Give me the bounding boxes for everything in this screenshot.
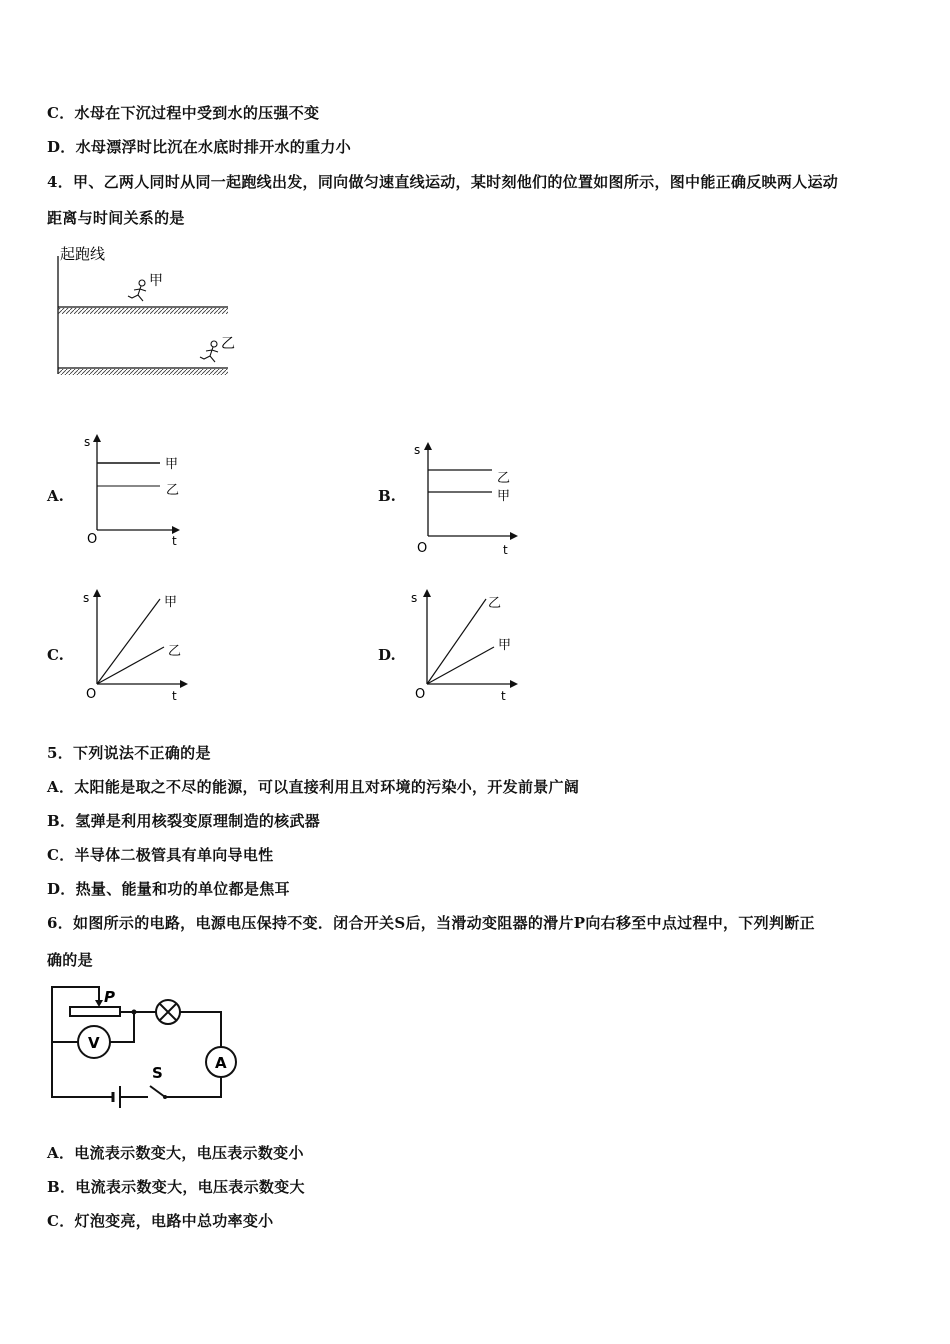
switch-label: S <box>152 1064 163 1082</box>
switch-contact <box>163 1095 167 1099</box>
slider-label: P <box>104 988 115 1006</box>
voltmeter-label: V <box>88 1034 100 1052</box>
graph-b-upper-label: 乙 <box>497 471 511 486</box>
graph-d-origin: O <box>415 687 426 702</box>
graph-d-line-shallow <box>427 647 494 684</box>
graph-d-x-arrow <box>510 680 518 688</box>
q4-option-d-label: D. <box>378 646 396 664</box>
graph-c-line-steep <box>97 599 160 684</box>
graph-b-y-label: s <box>414 443 421 457</box>
graph-b-x-label: t <box>503 543 508 557</box>
graph-c-x-arrow <box>180 680 188 688</box>
graph-a-lower-label: 乙 <box>166 483 180 498</box>
start-line-label: 起跑线 <box>60 245 106 263</box>
graph-b-y-arrow <box>424 442 432 450</box>
wire-lamp-ammeter <box>180 1012 221 1047</box>
q6-stem-line2: 确的是 <box>47 951 93 969</box>
runner-yi-label: 乙 <box>221 336 235 352</box>
graph-a-upper-label: 甲 <box>165 457 179 472</box>
q6-stem-line1: 6．如图所示的电路，电源电压保持不变．闭合开关S后，当滑动变阻器的滑片P向右移至中点过程中，下列判断正 <box>47 914 815 932</box>
lamp-cross <box>160 1004 177 1021</box>
wire-ammeter-switch <box>165 1077 221 1097</box>
graph-c-origin: O <box>86 687 97 702</box>
graph-d-x-label: t <box>501 689 506 703</box>
q6-option-c: C．灯泡变亮，电路中总功率变小 <box>47 1212 274 1230</box>
graph-d-lower-label: 甲 <box>498 638 512 653</box>
graph-a-origin: O <box>87 532 98 547</box>
graph-b-origin: O <box>417 541 428 556</box>
q5-option-d: D．热量、能量和功的单位都是焦耳 <box>47 880 290 898</box>
graph-d-line-steep <box>427 599 486 684</box>
runner-jia-icon <box>128 280 146 301</box>
graph-c-lower-label: 乙 <box>168 644 182 659</box>
q5-option-b: B．氢弹是利用核裂变原理制造的核武器 <box>47 812 321 830</box>
graph-a-y-label: s <box>84 435 91 449</box>
q6-option-a: A．电流表示数变大，电压表示数变小 <box>47 1144 304 1162</box>
graph-a-x-label: t <box>172 534 177 548</box>
switch-blade <box>150 1086 165 1097</box>
junction-dot <box>132 1010 137 1015</box>
q5-option-c: C．半导体二极管具有单向导电性 <box>47 846 274 864</box>
q4-stem-line1: 4．甲、乙两人同时从同一起跑线出发，同向做匀速直线运动，某时刻他们的位置如图所示，图中能正确反映两人运动 <box>47 173 839 191</box>
rheostat <box>70 1007 120 1016</box>
graph-d-upper-label: 乙 <box>488 596 502 611</box>
runner-jia-label: 甲 <box>149 273 163 289</box>
track-lower-hatch <box>58 369 228 375</box>
q3-option-d: D．水母漂浮时比沉在水底时排开水的重力小 <box>47 138 352 156</box>
q5-option-a: A．太阳能是取之不尽的能源，可以直接利用且对环境的污染小，开发前景广阔 <box>47 778 580 796</box>
graph-d <box>408 585 528 710</box>
runner-yi-icon <box>200 341 218 362</box>
graph-d-y-label: s <box>411 591 418 605</box>
q4-option-b-label: B. <box>378 487 396 505</box>
graph-c-upper-label: 甲 <box>164 595 178 610</box>
graph-a-y-arrow <box>93 434 101 442</box>
graph-b-lower-label: 甲 <box>497 489 511 504</box>
graph-d-y-arrow <box>423 589 431 597</box>
graph-c-x-label: t <box>172 689 177 703</box>
graph-c-y-label: s <box>83 591 90 605</box>
slider-arrow-icon <box>95 1000 103 1007</box>
wire-battery-left <box>52 1042 113 1097</box>
q3-option-c: C．水母在下沉过程中受到水的压强不变 <box>47 104 320 122</box>
graph-b <box>410 438 530 563</box>
graph-b-x-arrow <box>510 532 518 540</box>
race-track-figure <box>50 238 240 383</box>
graph-a-x-arrow <box>172 526 180 534</box>
track-upper-hatch <box>58 308 228 314</box>
q4-stem-line2: 距离与时间关系的是 <box>47 209 185 227</box>
q5-stem: 5．下列说法不正确的是 <box>47 744 211 762</box>
q4-option-a-label: A. <box>47 487 64 505</box>
ammeter-label: A <box>215 1054 227 1072</box>
q6-option-b: B．电流表示数变大，电压表示数变大 <box>47 1178 305 1196</box>
graph-c-y-arrow <box>93 589 101 597</box>
graph-c-line-shallow <box>97 647 164 684</box>
graph-c <box>80 585 200 710</box>
circuit-diagram <box>44 980 254 1115</box>
q4-option-c-label: C. <box>47 646 64 664</box>
graph-a <box>80 430 200 555</box>
